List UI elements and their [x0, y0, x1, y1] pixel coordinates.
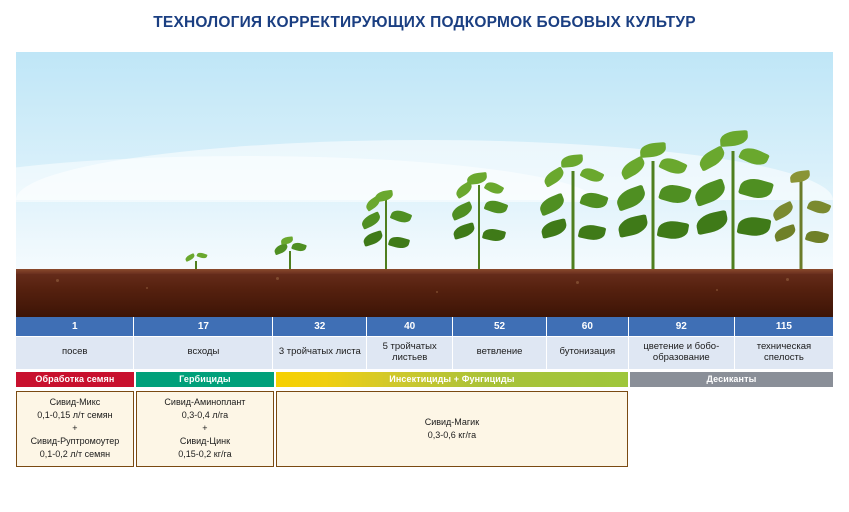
timeline-table [16, 317, 833, 467]
product-plus: + [72, 423, 78, 434]
plant-flowering [694, 131, 772, 277]
day-cell: 40 [367, 317, 453, 336]
bar-insecticides-fungicides: Инсектициды + Фунгициды [276, 372, 628, 387]
product-line: Сивид-Аминоплант [164, 397, 246, 408]
product-line: Сивид-Руптромоутер [30, 436, 120, 447]
product-boxes-row [16, 391, 833, 467]
stage-cell: посев [16, 336, 134, 369]
product-plus: + [202, 423, 208, 434]
product-line: Сивид-Магик [424, 416, 480, 427]
product-box-herbicides [136, 391, 274, 467]
product-box-insecticides-fungicides [276, 391, 628, 467]
day-cell: 115 [735, 317, 833, 336]
stage-cell: 3 тройчатых листа [273, 336, 367, 369]
plant-mature [772, 165, 830, 277]
soil-layer [16, 269, 833, 317]
product-dose: 0,1-0,15 л/т семян [37, 410, 113, 421]
product-dose: 0,3-0,6 кг/га [427, 429, 477, 440]
bar-seed-treatment: Обработка семян [16, 372, 134, 387]
bar-desiccants: Десиканты [630, 372, 833, 387]
product-box-desiccants [630, 391, 833, 467]
plant-branching [539, 153, 607, 277]
product-dose: 0,1-0,2 л/т семян [39, 449, 111, 460]
days-row [16, 317, 833, 336]
product-dose: 0,3-0,4 л/га [181, 410, 229, 421]
plant-budding [616, 141, 690, 277]
stage-cell: техническая спелость [735, 336, 833, 369]
plant-5-leaf [449, 169, 509, 277]
day-cell: 17 [134, 317, 273, 336]
day-cell: 52 [453, 317, 547, 336]
stages-row [16, 336, 833, 369]
stage-cell: цветение и бобо-образование [629, 336, 735, 369]
stage-cell: ветвление [453, 336, 547, 369]
stage-cell: бутонизация [547, 336, 629, 369]
stage-cell: 5 тройчатых листьев [367, 336, 453, 369]
page-title: ТЕХНОЛОГИЯ КОРРЕКТИРУЮЩИХ ПОДКОРМОК БОБОВЫХ КУЛЬТУР [153, 14, 696, 31]
growth-scene [16, 52, 833, 317]
treatment-bars-row [16, 372, 833, 387]
product-box-seed-treatment [16, 391, 134, 467]
day-cell: 32 [273, 317, 367, 336]
product-line: Сивид-Цинк [179, 436, 231, 447]
product-dose: 0,15-0,2 кг/га [178, 449, 232, 460]
bar-herbicides: Гербициды [136, 372, 274, 387]
product-line: Сивид-Микс [49, 397, 101, 408]
day-cell: 92 [629, 317, 735, 336]
plant-3-leaf [359, 185, 413, 277]
day-cell: 1 [16, 317, 134, 336]
day-cell: 60 [547, 317, 629, 336]
stage-cell: всходы [134, 336, 273, 369]
